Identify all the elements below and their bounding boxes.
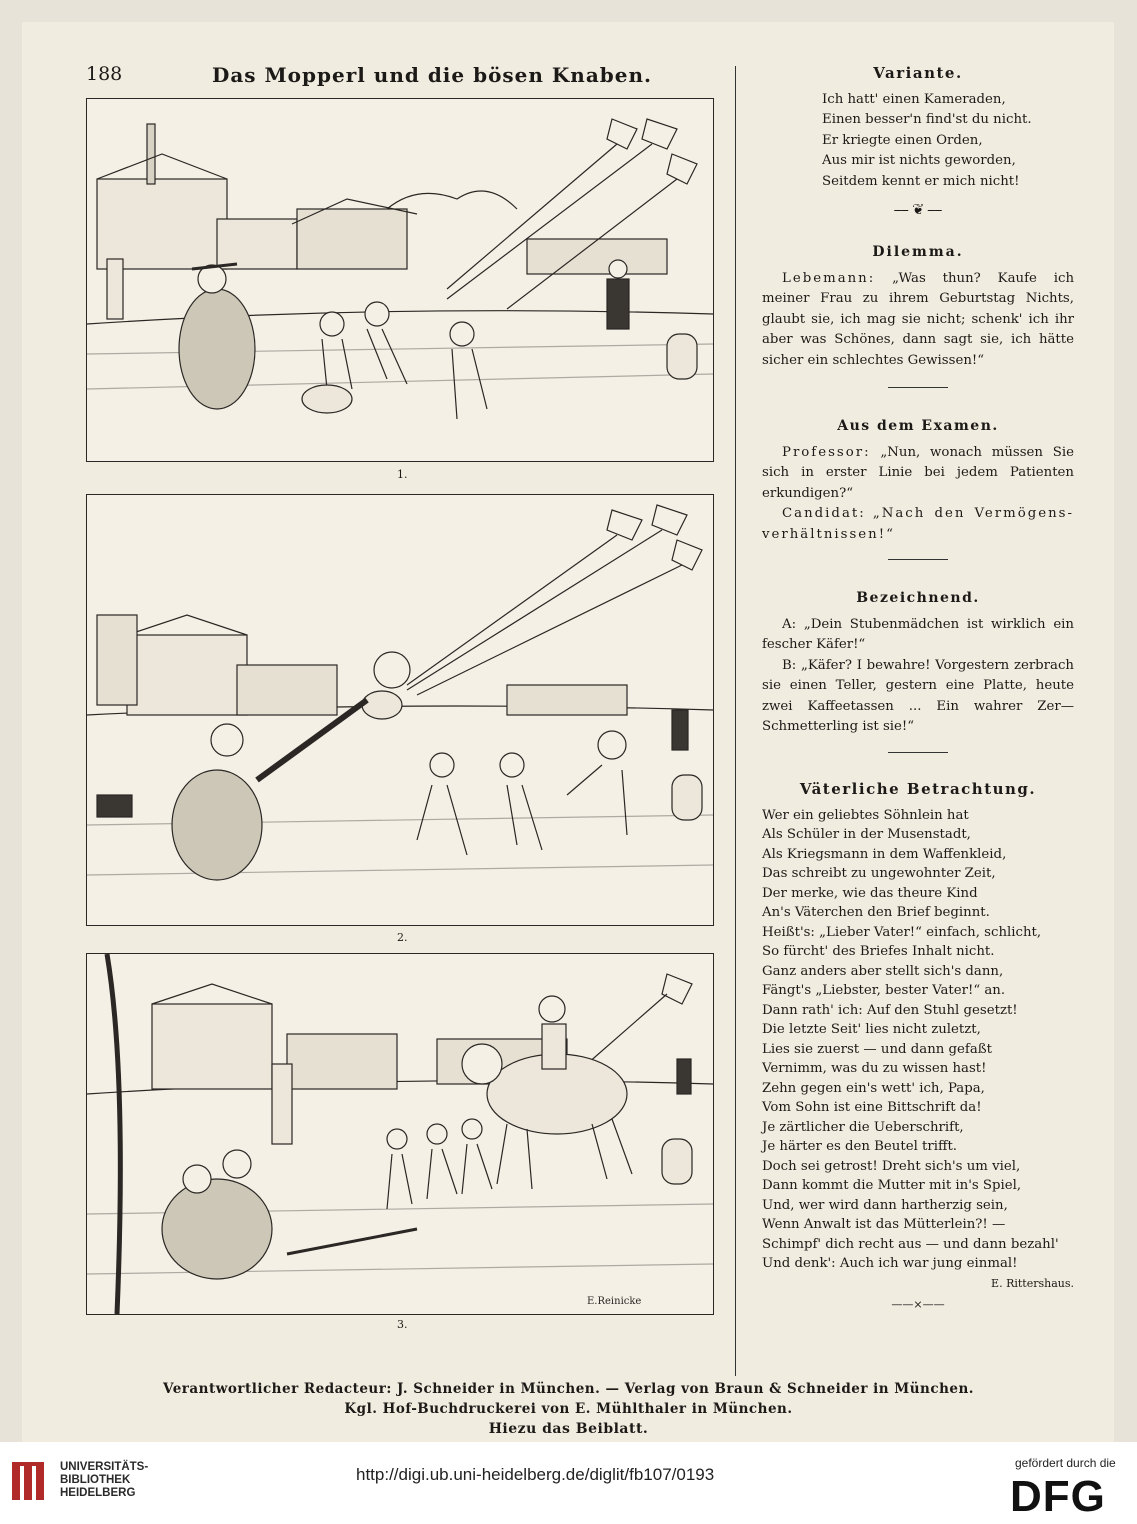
footer-editor-line: Verantwortlicher Redacteur: J. Schneider in München. — Verlag von Braun & Schneider in München. [162, 1381, 975, 1397]
bezeichnend-b [762, 656, 1074, 738]
bezeichnend-section [762, 588, 1074, 753]
page-title: Das Mopperl und die bösen Knaben. [212, 63, 653, 87]
library-name-line: UNIVERSITÄTS- [60, 1461, 149, 1473]
column-divider [735, 66, 736, 1376]
funding-text: gefördert durch die [1015, 1456, 1116, 1470]
speaker-label: Lebemann: [782, 270, 876, 286]
poem-line: Lies sie zuerst — und dann gefaßt [762, 1041, 993, 1057]
illustration-panel-3 [86, 953, 714, 1315]
poem-line: Je härter es den Beutel trifft. [762, 1139, 958, 1154]
poem-line: An's Väterchen den Brief beginnt. [762, 905, 990, 920]
dilemma-title: Dilemma. [872, 244, 964, 260]
panel-3-caption: 3. [397, 1318, 408, 1331]
poem-line: Schimpf' dich recht aus — und dann bezahl' [762, 1236, 1059, 1252]
poem-line: Vernimm, was du zu wissen hast! [762, 1061, 987, 1076]
poem-line: Wer ein geliebtes Söhnlein hat [762, 807, 969, 823]
section-divider [888, 559, 948, 560]
poem-line: Die letzte Seit' lies nicht zuletzt, [762, 1022, 981, 1037]
examen-question [762, 443, 1074, 505]
library-name [60, 1461, 148, 1500]
poem-line: Der merke, wie das theure Kind [762, 885, 978, 901]
vaeterliche-poem [762, 806, 1074, 1274]
poem-line: Fängt's „Liebster, bester Vater!“ an. [762, 983, 1006, 998]
speaker-label: Candidat: [782, 506, 866, 521]
footer-supplement-line: Hiezu das Beiblatt. [488, 1421, 649, 1437]
artist-signature: E.Reinicke [587, 1296, 642, 1307]
ornament-divider: ⎯⎯ ❦ ⎯⎯ [894, 202, 942, 218]
panel-2-caption: 2. [397, 931, 408, 944]
poem-line: Einen besser'n find'st du nicht. [822, 112, 1032, 127]
poem-line: Und denk': Auch ich war jung einmal! [762, 1256, 1018, 1271]
dilemma-text [762, 269, 1074, 372]
dialogue-text: „Käfer? I bewahre! Vorgestern zerbrach sie einen Teller, gestern eine Platte, heute zwei Kaffeetassen ... Ein wahrer Zer—Schmetterling ist sie!“ [762, 657, 1074, 734]
poem-line: Als Kriegsmann in dem Waffenkleid, [762, 846, 1007, 862]
end-ornament: ——×—— [891, 1298, 945, 1311]
dfg-logo[interactable]: DFG [1010, 1472, 1106, 1521]
library-name-line: HEIDELBERG [60, 1487, 136, 1499]
poem-line: So fürcht' des Briefes Inhalt nicht. [762, 944, 995, 959]
speaker-label: A: [782, 616, 797, 632]
dialogue-text: „Nach den Vermögens-verhältnissen!“ [762, 506, 1074, 542]
poem-line: Doch sei getrost! Dreht sich's um viel, [762, 1158, 1021, 1174]
section-divider [888, 752, 948, 753]
panel-1-caption: 1. [397, 468, 408, 481]
bezeichnend-title: Bezeichnend. [856, 590, 980, 606]
poem-line: Ich hatt' einen Kameraden, [822, 91, 1006, 107]
illustration-panel-1 [86, 98, 714, 462]
poem-line: Dann kommt die Mutter mit in's Spiel, [762, 1178, 1022, 1193]
poem-line: Vom Sohn ist eine Bittschrift da! [762, 1100, 982, 1115]
vaeterliche-title: Väterliche Betrachtung. [799, 780, 1037, 798]
poem-line: Heißt's: „Lieber Vater!“ einfach, schlicht, [762, 924, 1042, 940]
speaker-label: Professor: [782, 444, 871, 460]
variante-poem [762, 90, 1074, 193]
poem-line: Und, wer wird dann hartherzig sein, [762, 1197, 1008, 1213]
bezeichnend-a [762, 615, 1074, 656]
poem-line: Ganz anders aber stellt sich's dann, [762, 963, 1004, 979]
page-number: 188 [86, 63, 123, 85]
library-name-line: BIBLIOTHEK [60, 1474, 131, 1486]
poem-line: Er kriegte einen Orden, [822, 132, 983, 148]
poem-line: Zehn gegen ein's wett' ich, Papa, [762, 1080, 985, 1096]
university-library-logo[interactable] [10, 1460, 54, 1504]
dialogue-text: „Was thun? Kaufe ich meiner Frau zu ihrem Geburtstag Nichts, glaubt sie, ich mag sie nicht; schenk' ich ihr aber was Schönes, dann sagt sie, ich hätte sicher ein schlechtes Gewissen!“ [762, 270, 1075, 368]
panel-2-drawing [87, 495, 713, 925]
examen-section [762, 416, 1074, 560]
panel-1-drawing [87, 99, 713, 461]
poem-line: Je zärtlicher die Ueberschrift, [762, 1119, 964, 1135]
footer-printer-line: Kgl. Hof-Buchdruckerei von E. Mühlthaler in München. [344, 1401, 793, 1417]
section-divider [888, 387, 948, 388]
panel-3-drawing [87, 954, 713, 1314]
poem-line: Seitdem kennt er mich nicht! [822, 173, 1020, 189]
illustration-panel-2 [86, 494, 714, 926]
poem-line: Das schreibt zu ungewohnter Zeit, [762, 866, 996, 881]
dialogue-text: „Dein Stubenmädchen ist wirklich ein fescher Käfer!“ [762, 616, 1075, 652]
variante-section [762, 63, 1074, 221]
vaeterliche-section [762, 780, 1074, 1315]
poem-line: Wenn Anwalt ist das Mütterlein?! — [762, 1217, 1006, 1232]
variante-title: Variante. [873, 64, 963, 82]
poem-author: E. Rittershaus. [991, 1276, 1074, 1290]
dialogue-text: „Nun, wonach müssen Sie sich in erster Linie bei jedem Patienten erkundigen?“ [762, 444, 1074, 501]
examen-answer [762, 504, 1074, 545]
examen-title: Aus dem Examen. [837, 418, 999, 434]
speaker-label: B: [782, 657, 797, 673]
poem-line: Als Schüler in der Musenstadt, [762, 827, 971, 842]
dilemma-section [762, 242, 1074, 388]
permalink-url[interactable]: http://digi.ub.uni-heidelberg.de/diglit/fb107/0193 [356, 1465, 715, 1484]
poem-line: Aus mir ist nichts geworden, [822, 153, 1016, 168]
poem-line: Dann rath' ich: Auf den Stuhl gesetzt! [762, 1002, 1018, 1018]
